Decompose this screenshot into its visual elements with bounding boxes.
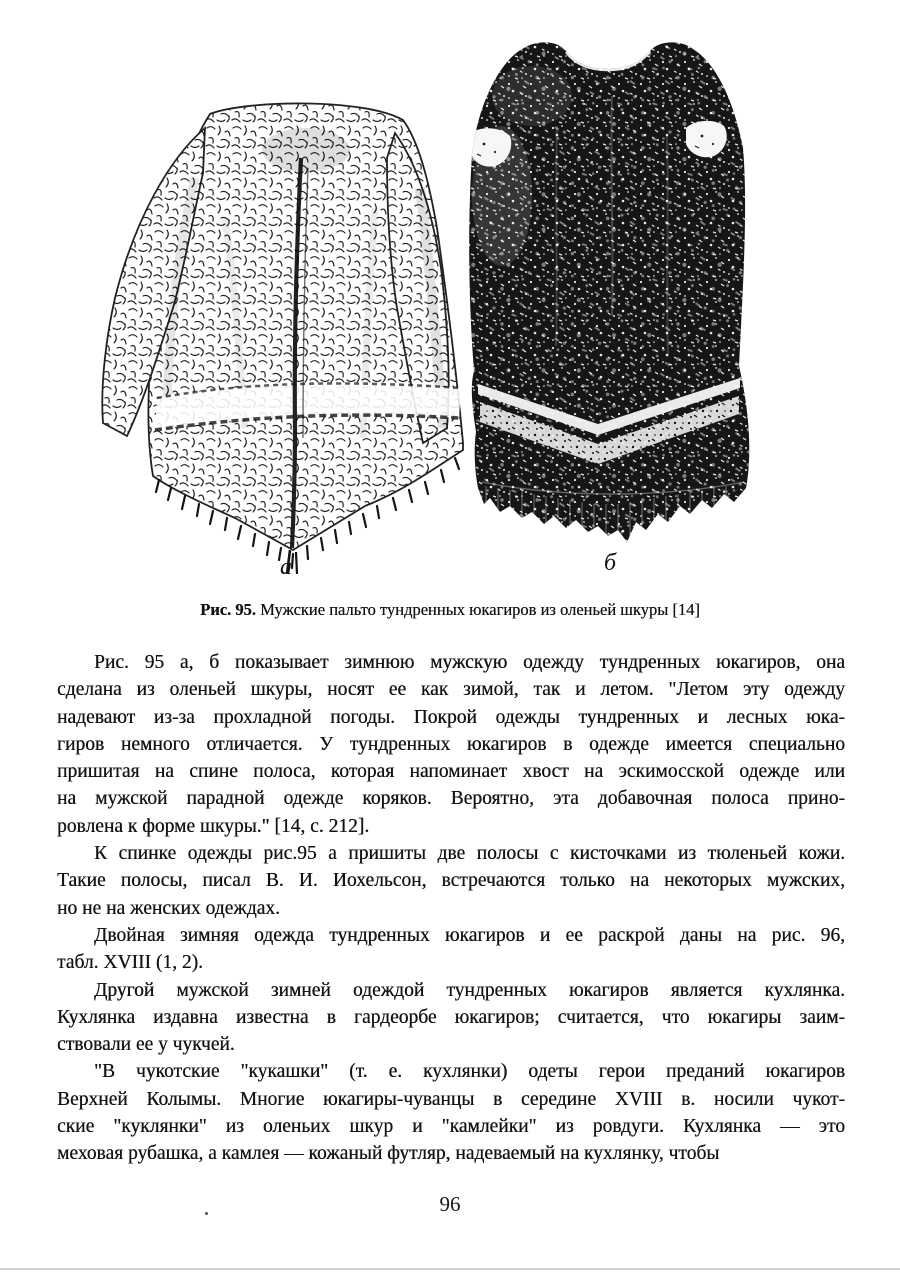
text-line: пришитая на спине полоса, которая напоминает хвост на эскимосской одежде или [57,761,845,783]
paragraph [57,649,845,840]
text-line: Рис. 95 а, б показывает зимнюю мужскую одежду тундренных юкагиров, она [94,652,845,673]
text-line: Кухлянка издавна известна в гардеорбе юкагиров; считается, что юкагиры заим- [57,1006,845,1028]
figure-caption-text: Мужские пальто тундренных юкагиров из оленьей шкуры [14] [255,600,700,619]
figure-caption [0,600,900,620]
scan-edge-line [0,1268,900,1270]
text-line: на мужской парадной одежде коряков. Вероятно, эта добавочная полоса прино- [57,788,845,810]
text-line: ские "куклянки" из оленьих шкур и "камлейки" из ровдуги. Кухлянка — это [57,1116,845,1138]
page-number: 96 [439,1192,461,1216]
paragraph [57,1058,845,1167]
text-line: К спинке одежды рис.95 а пришиты две полосы с кисточками из тюленьей кожи. [94,843,845,865]
coat-back-illustration-b [462,36,754,551]
text-line: надевают из-за прохладной погоды. Покрой одежды тундренных и лесных юка- [57,706,845,728]
text-line: Такие полосы, писал В. И. Иохельсон, встречаются только на некоторых мужских, [57,870,845,892]
text-line: табл. XVIII (1, 2). [57,952,203,974]
figure-label-b: б [604,550,617,576]
coat-front-illustration-a [75,98,470,578]
text-line: ровлена к форме шкуры." [14, с. 212]. [57,815,370,837]
text-line: "В чукотские "кукашки" (т. е. кухлянки) одеты герои преданий юкагиров [94,1061,845,1083]
text-line: Двойная зимняя одежда тундренных юкагиров и ее раскрой даны на рис. 96, [94,924,845,946]
body-text [57,649,845,1168]
figure-caption-number: Рис. 95. [200,600,256,619]
figure-label-a: а [280,554,292,580]
text-line: Верхней Колымы. Многие юкагиры-чуванцы в середине XVIII в. носили чукот- [57,1088,845,1110]
paragraph [57,840,845,922]
paragraph [57,922,845,977]
text-line: гиров немного отличается. У тундренных юкагиров в одежде имеется специально [57,733,845,755]
text-line: ствовали ее у чукчей. [57,1034,235,1056]
text-line: но не на женских одеждах. [57,897,280,919]
text-line: меховая рубашка, а камлея — кожаный футляр, надеваемый на кухлянку, чтобы [57,1143,720,1165]
text-line: Другой мужской зимней одеждой тундренных юкагиров является кухлянка. [94,979,845,1001]
scan-speck [205,1212,208,1215]
text-line: сделана из оленьей шкуры, носят ее как зимой, так и летом. "Летом эту одежду [57,679,845,701]
paragraph [57,977,845,1059]
